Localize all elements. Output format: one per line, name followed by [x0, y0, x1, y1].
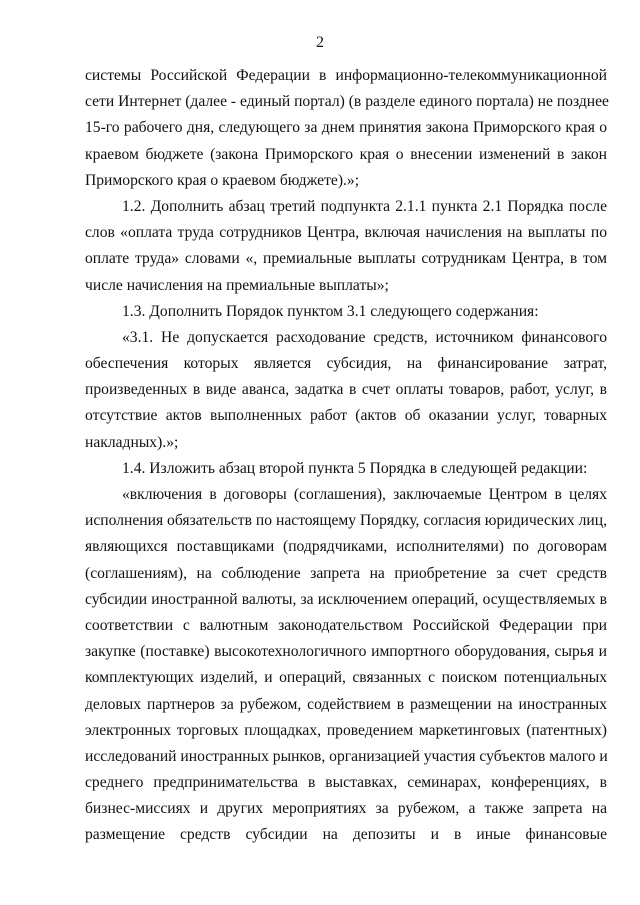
text-line: являющихся поставщиками (подрядчиками, исполнителями) по договорам: [85, 538, 607, 556]
text-line: «включения в договоры (соглашения), заключаемые Центром в целях: [122, 486, 607, 503]
text-line: комплектующих изделий, и операций, связанных с поиском потенциальных: [85, 669, 607, 687]
text-line: «3.1. Не допускается расходование средств, источником финансового: [122, 328, 607, 346]
text-line: сети Интернет (далее - единый портал) (в разделе единого портала) не позднее: [85, 93, 609, 111]
text-line: среднего предпринимательства в выставках, семинарах, конференциях, в: [85, 774, 607, 792]
text-line: электронных торговых площадках, проведением маркетинговых (патентных): [85, 721, 607, 739]
text-line: числе начисления на премиальные выплаты»;: [85, 276, 389, 294]
text-line: 1.2. Дополнить абзац третий подпункта 2.1.1 пункта 2.1 Порядка после: [122, 197, 607, 215]
text-line: произведенных в виде аванса, задатка в счет оплаты товаров, работ, услуг, в: [85, 381, 607, 399]
text-line: исполнения обязательств по настоящему Порядку, согласия юридических лиц,: [85, 512, 607, 530]
text-line: системы Российской Федерации в информационно-телекоммуникационной: [85, 67, 607, 84]
text-line: отсутствие актов выполненных работ (актов об оказании услуг, товарных: [85, 407, 607, 425]
text-line: закупке (поставке) высокотехнологичного импортного оборудования, сырья и: [85, 643, 607, 661]
text-line: 15-го рабочего дня, следующего за днем принятия закона Приморского края о: [85, 119, 607, 137]
text-line: исследований иностранных рынков, организацией участия субъектов малого и: [85, 747, 608, 765]
text-line: 1.4. Изложить абзац второй пункта 5 Порядка в следующей редакции:: [122, 459, 588, 477]
text-line: обеспечения которых является субсидия, на финансирование затрат,: [85, 355, 607, 373]
page-number: 2: [316, 34, 324, 51]
text-line: 1.3. Дополнить Порядок пунктом 3.1 следующего содержания:: [122, 302, 539, 320]
text-line: соответствии с валютным законодательством Российской Федерации при: [85, 616, 607, 634]
document-body: [85, 63, 607, 849]
text-line: Приморского края о краевом бюджете).»;: [85, 171, 360, 189]
text-line: субсидии иностранной валюты, за исключением операций, осуществляемых в: [85, 590, 607, 608]
text-line: накладных).»;: [85, 433, 179, 451]
text-line: размещение средств субсидии на депозиты и в иные финансовые: [85, 826, 607, 844]
text-line: деловых партнеров за рубежом, содействием в размещении на иностранных: [85, 695, 607, 713]
text-line: бизнес-миссиях и других мероприятиях за рубежом, а также запрета на: [85, 800, 607, 818]
text-line: (соглашениям), на соблюдение запрета на приобретение за счет средств: [85, 564, 607, 582]
text-line: краевом бюджете (закона Приморского края о внесении изменений в закон: [85, 145, 607, 163]
text-line: оплате труда» словами «, премиальные выплаты сотрудникам Центра, в том: [85, 250, 607, 268]
text-line: слов «оплата труда сотрудников Центра, включая начисления на выплаты по: [85, 224, 607, 242]
